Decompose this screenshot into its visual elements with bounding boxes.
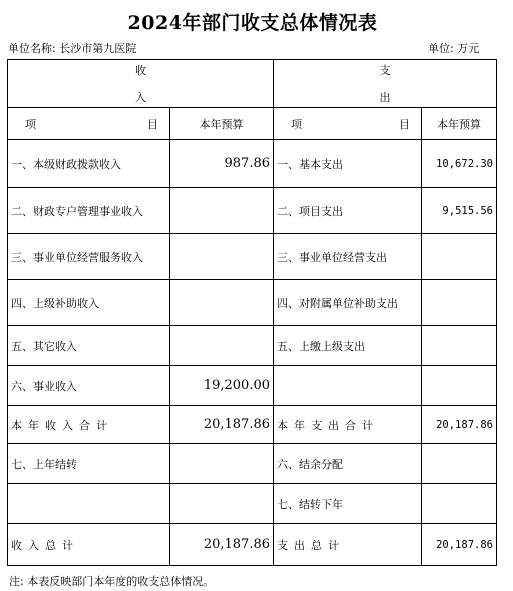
- income-item: 七、上年结转: [8, 444, 170, 484]
- income-budget-header: 本年预算: [170, 108, 274, 140]
- expense-value: [422, 484, 497, 524]
- income-item: 二、财政专户管理事业收入: [8, 188, 170, 234]
- expense-item: 五、上缴上级支出: [274, 326, 422, 366]
- expense-value: [422, 444, 497, 484]
- expense-item: 一、基本支出: [274, 140, 422, 188]
- item-right: 目: [147, 117, 158, 131]
- unit-name: 单位名称: 长沙市第九医院: [8, 42, 137, 55]
- item-left: 项: [25, 117, 36, 131]
- expense-value: [422, 326, 497, 366]
- expense-header: [274, 60, 497, 108]
- expense-value: [422, 234, 497, 280]
- item-right: 目: [399, 117, 410, 131]
- footnote: 注: 本表反映部门本年度的收支总体情况。: [9, 575, 215, 588]
- income-header-top: 收: [135, 64, 146, 77]
- expense-value: 10,672.30: [422, 140, 497, 188]
- expense-item: 六、结余分配: [274, 444, 422, 484]
- expense-value: 9,515.56: [422, 188, 497, 234]
- income-item-header: [8, 108, 170, 140]
- expense-item: 三、事业单位经营支出: [274, 234, 422, 280]
- income-item: 四、上级补助收入: [8, 280, 170, 326]
- income-item: 本年收入合计: [8, 406, 170, 444]
- income-item: [8, 484, 170, 524]
- expense-header-top: 支: [379, 64, 391, 77]
- expense-item: 二、项目支出: [274, 188, 422, 234]
- income-value: [170, 188, 274, 234]
- income-value: 20,187.86: [170, 524, 274, 566]
- expense-item: [274, 366, 422, 406]
- income-header-bottom: 入: [135, 91, 146, 104]
- expense-header-bottom: 出: [379, 91, 391, 104]
- expense-value: 20,187.86: [422, 406, 497, 444]
- expense-item-header: [274, 108, 422, 140]
- income-item: 一、本级财政拨款收入: [8, 140, 170, 188]
- item-left: 项: [291, 117, 302, 131]
- page-title: 2024年部门收支总体情况表: [127, 12, 378, 34]
- budget-table: [7, 59, 497, 566]
- income-value: 987.86: [170, 140, 274, 188]
- expense-item: 七、结转下年: [274, 484, 422, 524]
- income-value: [170, 484, 274, 524]
- expense-value: [422, 366, 497, 406]
- expense-item: 本年支出合计: [274, 406, 422, 444]
- income-value: [170, 280, 274, 326]
- income-value: [170, 444, 274, 484]
- income-item: 五、其它收入: [8, 326, 170, 366]
- income-value: [170, 326, 274, 366]
- expense-value: [422, 280, 497, 326]
- expense-value: 20,187.86: [422, 524, 497, 566]
- expense-budget-header: 本年预算: [422, 108, 497, 140]
- income-value: 19,200.00: [170, 366, 274, 406]
- expense-item: 四、对附属单位补助支出: [274, 280, 422, 326]
- income-item: 三、事业单位经营服务收入: [8, 234, 170, 280]
- income-value: [170, 234, 274, 280]
- income-item: 六、事业收入: [8, 366, 170, 406]
- income-item: 收入总计: [8, 524, 170, 566]
- unit-label: 单位: 万元: [428, 42, 480, 55]
- income-value: 20,187.86: [170, 406, 274, 444]
- expense-item: 支出总计: [274, 524, 422, 566]
- income-header: [8, 60, 274, 108]
